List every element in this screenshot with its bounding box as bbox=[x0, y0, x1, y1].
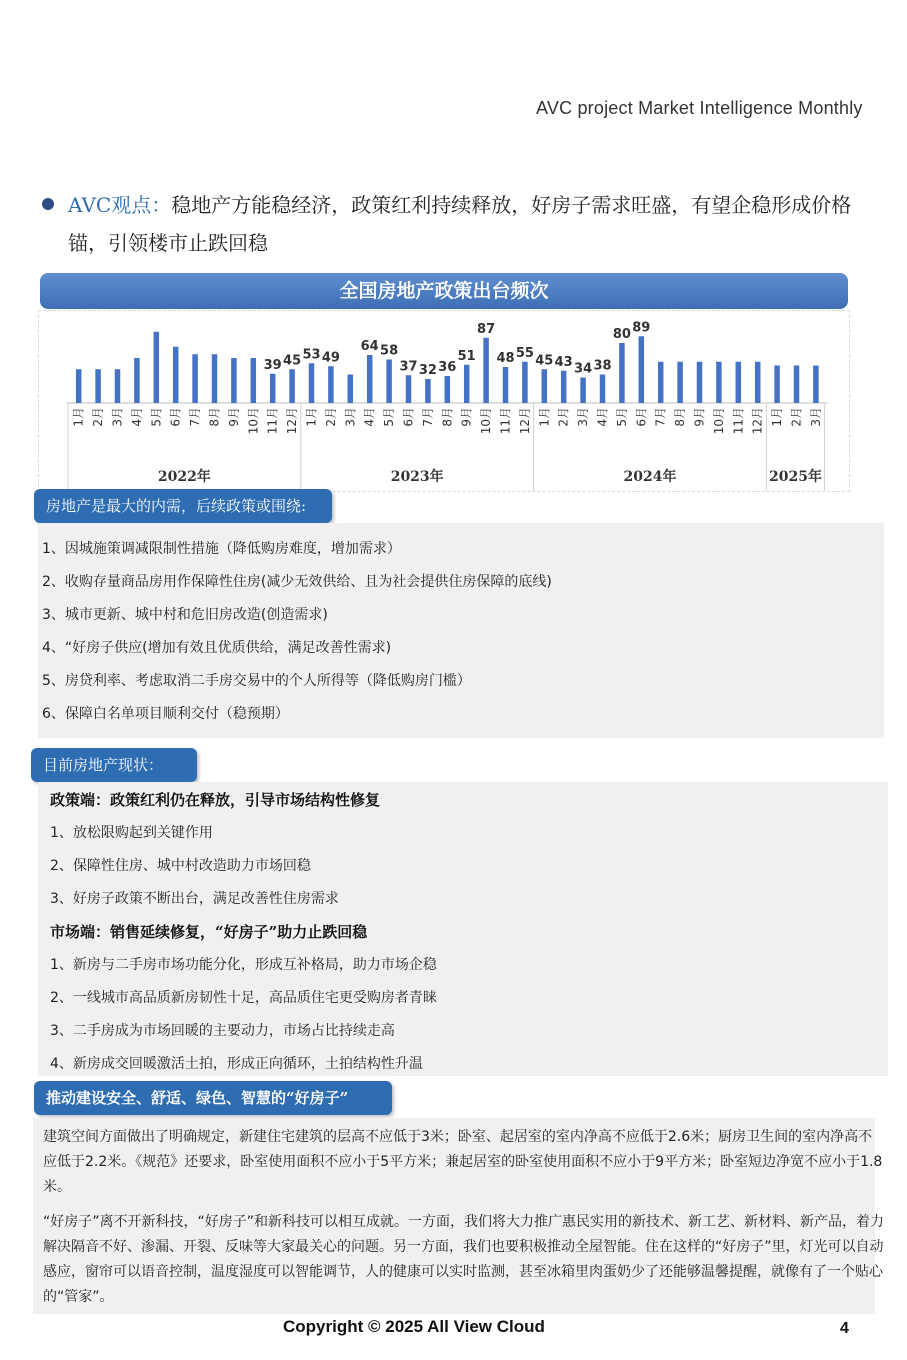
x-tick-label: 10月 bbox=[479, 407, 494, 435]
x-tick-label: 10月 bbox=[711, 407, 726, 435]
chart-bar bbox=[95, 369, 101, 403]
x-tick-label: 12月 bbox=[285, 407, 300, 435]
year-group-label: 2023年 bbox=[390, 469, 444, 485]
chart-bar bbox=[813, 366, 819, 404]
chart-bar bbox=[522, 362, 528, 403]
chart-bar bbox=[736, 362, 742, 403]
x-tick-label: 1月 bbox=[537, 407, 552, 427]
x-tick-label: 10月 bbox=[246, 407, 261, 435]
chart-bar bbox=[445, 376, 451, 403]
chart-bar bbox=[755, 362, 761, 403]
chart-bar bbox=[580, 378, 586, 404]
chart-bar bbox=[561, 371, 567, 403]
data-label: 34 bbox=[574, 361, 593, 377]
data-label: 48 bbox=[496, 351, 515, 366]
x-tick-label: 1月 bbox=[71, 407, 86, 427]
x-tick-label: 2月 bbox=[323, 407, 338, 427]
data-label: 38 bbox=[593, 358, 612, 374]
chart-bar bbox=[464, 365, 470, 403]
data-label: 39 bbox=[263, 357, 282, 373]
chart-bar bbox=[677, 362, 683, 403]
list-item: 2、收购存量商品房用作保障性住房(减少无效供给、且为社会提供住房保障的底线) bbox=[42, 574, 552, 590]
list-item: 3、二手房成为市场回暖的主要动力，市场占比持续走高 bbox=[50, 1023, 395, 1039]
current-status-panel bbox=[38, 782, 888, 1076]
data-label: 45 bbox=[283, 353, 302, 369]
x-tick-label: 3月 bbox=[343, 407, 358, 427]
chart-bar bbox=[289, 369, 295, 403]
chart-bar bbox=[716, 362, 722, 403]
data-label: 55 bbox=[515, 345, 534, 361]
data-label: 80 bbox=[612, 327, 631, 342]
x-tick-label: 4月 bbox=[595, 407, 610, 427]
policy-bar-chart bbox=[39, 311, 851, 493]
data-label: 36 bbox=[438, 360, 457, 375]
x-tick-label: 6月 bbox=[168, 407, 183, 427]
policy-outlook-panel bbox=[38, 523, 884, 738]
x-tick-label: 3月 bbox=[808, 407, 823, 427]
chart-bar bbox=[270, 374, 276, 403]
list-item: 1、因城施策调减限制性措施（降低购房难度，增加需求） bbox=[42, 541, 401, 557]
x-tick-label: 1月 bbox=[770, 407, 785, 427]
chart-title: 全国房地产政策出台频次 bbox=[40, 273, 848, 309]
x-tick-label: 4月 bbox=[362, 407, 377, 427]
list-item: 6、保障白名单项目顺利交付（稳预期） bbox=[42, 706, 289, 722]
page-number: 4 bbox=[840, 1320, 849, 1337]
data-label: 53 bbox=[302, 347, 321, 363]
chart-bar bbox=[697, 362, 703, 403]
report-header-title: AVC project Market Intelligence Monthly bbox=[536, 98, 863, 118]
year-group-label: 2024年 bbox=[623, 469, 677, 485]
x-tick-label: 2月 bbox=[789, 407, 804, 427]
year-group-label: 2022年 bbox=[157, 469, 211, 485]
chart-bar bbox=[619, 343, 625, 403]
x-tick-label: 5月 bbox=[382, 407, 397, 427]
x-tick-label: 11月 bbox=[498, 407, 513, 435]
viewpoint-body: 稳地产方能稳经济，政策红利持续释放，好房子需求旺盛，有望企稳形成价格锚，引领楼市止跌回稳 bbox=[68, 193, 852, 255]
chart-bar bbox=[251, 358, 256, 403]
policy-side-heading: 政策端：政策红利仍在释放，引导市场结构性修复 bbox=[50, 791, 381, 809]
current-status-list bbox=[50, 784, 437, 1081]
chart-bar bbox=[367, 355, 373, 403]
list-item: 4、新房成交回暖激活土拍，形成正向循环，土拍结构性升温 bbox=[50, 1056, 423, 1072]
list-item: 3、城市更新、城中村和危旧房改造(创造需求) bbox=[42, 607, 328, 623]
chart-bar bbox=[192, 354, 198, 403]
chart-bar bbox=[425, 379, 431, 403]
chart-bar bbox=[600, 375, 606, 404]
data-label: 64 bbox=[360, 339, 379, 354]
new-tech-paragraph: “好房子”离不开新科技，“好房子”和新科技可以相互成就。一方面，我们将大力推广惠民实用的新技术、新工艺、新材料、新产品，着力解决隔音不好、渗漏、开裂、反味等大家最关心的问题。另一方面，我们也要积极推动全屋智能。住在这样的“好房子”里，灯光可以自动感应，窗帘可以语音控制，温度湿度可以智能调节，人的健康可以实时监测，甚至冰箱里肉蛋奶少了还能够温馨提醒，就像有了一个贴心的“管家”。 bbox=[43, 1214, 885, 1305]
section-tag-current-status: 目前房地产现状： bbox=[31, 748, 197, 782]
chart-bar bbox=[386, 360, 392, 404]
chart-bar bbox=[328, 366, 334, 403]
chart-bar bbox=[154, 332, 160, 403]
data-label: 89 bbox=[632, 320, 651, 336]
x-tick-label: 7月 bbox=[420, 407, 435, 427]
x-tick-label: 2月 bbox=[91, 407, 106, 427]
x-tick-label: 8月 bbox=[207, 407, 222, 427]
data-label: 43 bbox=[554, 354, 573, 370]
chart-bar bbox=[639, 336, 645, 403]
good-house-panel bbox=[33, 1118, 885, 1314]
copyright-footer: Copyright © 2025 All View Cloud bbox=[283, 1317, 545, 1336]
x-tick-label: 6月 bbox=[634, 407, 649, 427]
x-tick-label: 11月 bbox=[265, 407, 280, 435]
market-side-heading: 市场端：销售延续修复，“好房子”助力止跌回稳 bbox=[50, 923, 368, 941]
x-tick-label: 8月 bbox=[673, 407, 688, 427]
x-tick-label: 4月 bbox=[129, 407, 144, 427]
data-label: 45 bbox=[535, 353, 554, 369]
x-tick-label: 6月 bbox=[401, 407, 416, 427]
section-tag-domestic-demand: 房地产是最大的内需，后续政策或围绕: bbox=[34, 489, 332, 523]
building-space-paragraph: 建筑空间方面做出了明确规定，新建住宅建筑的层高不应低于3米；卧室、起居室的室内净高不应低于2.6米；厨房卫生间的室内净高不应低于2.2米。《规范》还要求，卧室使用面积不应小于5平方米；兼起居室的卧室使用面积不应小于9平方米；卧室短边净宽不应小于1.8米。 bbox=[43, 1129, 883, 1195]
x-tick-label: 11月 bbox=[731, 407, 746, 435]
data-label: 87 bbox=[477, 321, 496, 337]
policy-frequency-chart bbox=[38, 310, 850, 492]
list-item: 2、保障性住房、城中村改造助力市场回稳 bbox=[50, 858, 311, 874]
x-tick-label: 9月 bbox=[226, 407, 241, 427]
section-tag-good-house: 推动建设安全、舒适、绿色、智慧的“好房子” bbox=[34, 1081, 392, 1115]
x-tick-label: 8月 bbox=[440, 407, 455, 427]
viewpoint-label: AVC观点： bbox=[68, 193, 172, 217]
x-tick-label: 9月 bbox=[459, 407, 474, 427]
chart-bar bbox=[794, 366, 800, 404]
bullet-icon bbox=[42, 198, 54, 210]
x-tick-label: 5月 bbox=[614, 407, 629, 427]
chart-bar bbox=[309, 363, 315, 403]
chart-bar bbox=[212, 354, 218, 403]
chart-bar bbox=[348, 375, 354, 404]
chart-bar bbox=[542, 369, 548, 403]
chart-bar bbox=[134, 358, 140, 403]
x-tick-label: 5月 bbox=[149, 407, 164, 427]
chart-bar bbox=[406, 375, 412, 403]
x-tick-label: 1月 bbox=[304, 407, 319, 427]
data-label: 49 bbox=[321, 350, 340, 366]
policy-outlook-list bbox=[42, 533, 552, 731]
chart-bar bbox=[774, 366, 780, 404]
chart-bar bbox=[483, 338, 489, 403]
data-label: 58 bbox=[380, 343, 399, 359]
list-item: 5、房贷利率、考虑取消二手房交易中的个人所得等（降低购房门槛） bbox=[42, 673, 471, 689]
year-group-label: 2025年 bbox=[769, 469, 822, 485]
x-tick-label: 9月 bbox=[692, 407, 707, 427]
chart-bar bbox=[231, 358, 237, 403]
viewpoint-text bbox=[40, 186, 880, 262]
list-item: 1、放松限购起到关键作用 bbox=[50, 825, 213, 841]
chart-bar bbox=[658, 362, 664, 403]
list-item: 2、一线城市高品质新房韧性十足，高品质住宅更受购房者青睐 bbox=[50, 990, 437, 1006]
x-tick-label: 7月 bbox=[188, 407, 203, 427]
list-item: 1、新房与二手房市场功能分化，形成互补格局，助力市场企稳 bbox=[50, 957, 437, 973]
x-tick-label: 3月 bbox=[110, 407, 125, 427]
chart-bar bbox=[173, 347, 179, 403]
list-item: 3、好房子政策不断出台，满足改善性住房需求 bbox=[50, 891, 339, 907]
chart-bar bbox=[503, 367, 509, 403]
chart-bar bbox=[115, 369, 121, 403]
data-label: 32 bbox=[418, 363, 437, 378]
avc-viewpoint bbox=[40, 186, 880, 262]
list-item: 4、“好房子供应(增加有效且优质供给，满足改善性需求) bbox=[42, 640, 392, 656]
x-tick-label: 2月 bbox=[556, 407, 571, 427]
x-tick-label: 12月 bbox=[517, 407, 532, 435]
x-tick-label: 7月 bbox=[653, 407, 668, 427]
data-label: 37 bbox=[399, 359, 418, 375]
x-tick-label: 12月 bbox=[750, 407, 765, 435]
chart-bar bbox=[76, 369, 82, 403]
data-label: 51 bbox=[457, 348, 476, 364]
x-tick-label: 3月 bbox=[576, 407, 591, 427]
